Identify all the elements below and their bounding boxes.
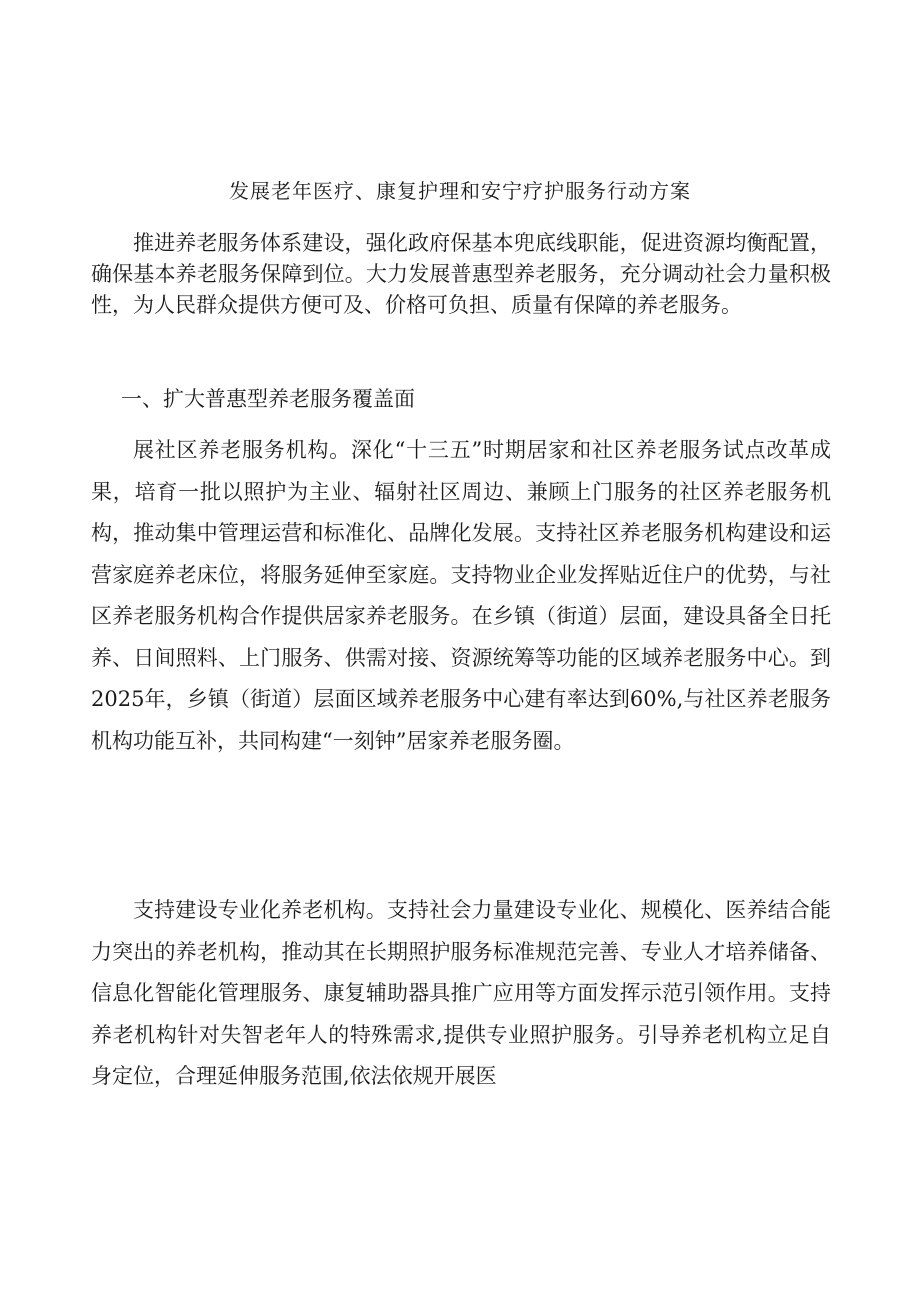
intro-paragraph: 推进养老服务体系建设，强化政府保基本兜底线职能，促进资源均衡配置，确保基本养老服务保障到位。大力发展普惠型养老服务，充分调动社会力量积极性，为人民群众提供方便可及、价格可负担、质量有保障的养老服务。 — [91, 231, 831, 317]
document-title: 发展老年医疗、康复护理和安宁疗护服务行动方案 — [229, 179, 691, 203]
body-paragraph-professional-institutions: 支持建设专业化养老机构。支持社会力量建设专业化、规模化、医养结合能力突出的养老机构，推动其在长期照护服务标准规范完善、专业人才培养储备、信息化智能化管理服务、康复辅助器具推广应用等方面发挥示范引领作用。支持养老机构针对失智老年人的特殊需求,提供专业照护服务。引导养老机构立足自身定位，合理延伸服务范围,依法依规开展医 — [91, 898, 831, 1088]
body-paragraph-community-services: 展社区养老服务机构。深化“十三五”时期居家和社区养老服务试点改革成果，培育一批以照护为主业、辐射社区周边、兼顾上门服务的社区养老服务机构，推动集中管理运营和标准化、品牌化发展。支持社区养老服务机构建设和运营家庭养老床位，将服务延伸至家庭。支持物业企业发挥贴近住户的优势，与社区养老服务机构合作提供居家养老服务。在乡镇（街道）层面，建设具备全日托养、日间照料、上门服务、供需对接、资源统筹等功能的区域养老服务中心。到2025年，乡镇（街道）层面区域养老服务中心建有率达到60%,与社区养老服务机构功能互补，共同构建“一刻钟”居家养老服务圈。 — [91, 438, 831, 753]
section-heading: 一、扩大普惠型养老服务覆盖面 — [121, 387, 415, 411]
